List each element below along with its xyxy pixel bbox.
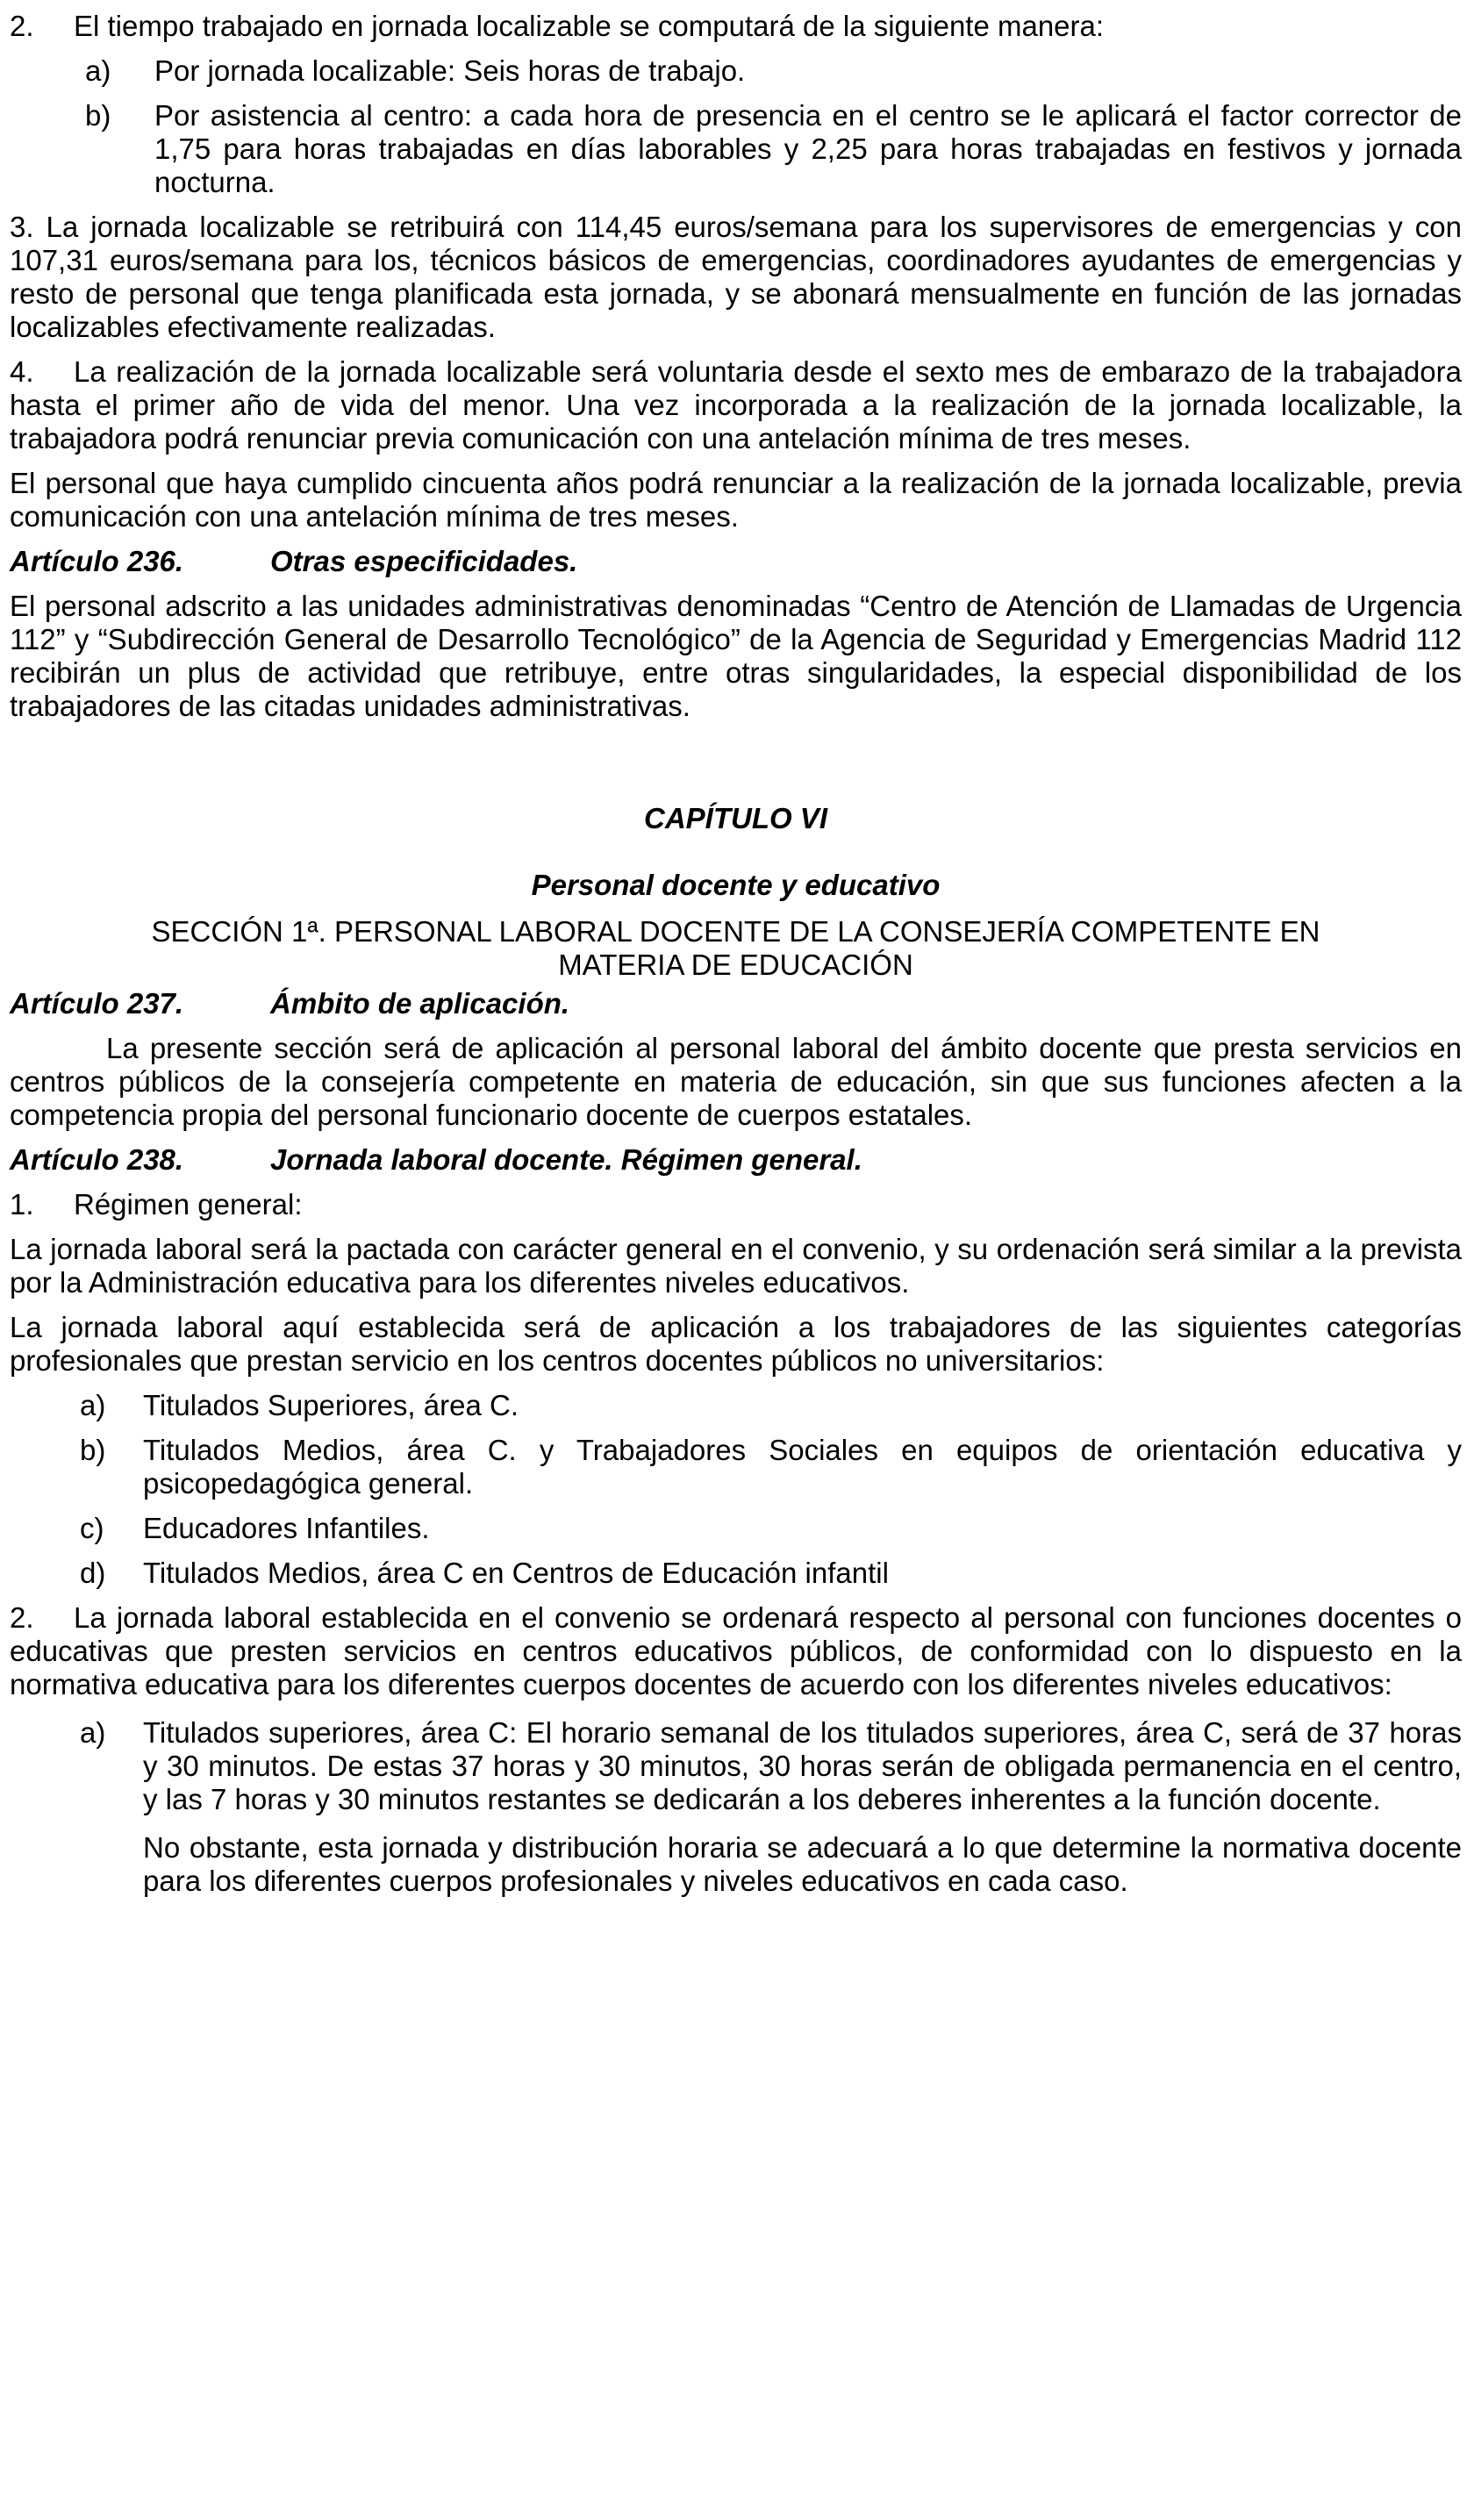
paragraph-2 <box>10 10 1462 43</box>
section-heading <box>10 915 1462 982</box>
list-text: Titulados superiores, área C: El horario semanal de los titulados superiores, área C, será de 37 horas y 30 minutos. De estas 37 horas y 30 minutos, 30 horas serán de obligada permanencia en el centro, y las 7 horas y 30 minutos restantes se dedicarán a los deberes inherentes a la función docente. <box>143 1716 1462 1815</box>
list-label: a) <box>80 1389 106 1421</box>
list-item <box>10 1389 1462 1422</box>
list-text: Por asistencia al centro: a cada hora de presencia en el centro se le aplicará el factor corrector de 1,75 para horas trabajadas en días laborables y 2,25 para horas trabajadas en festivos y jornada nocturna. <box>154 99 1462 198</box>
paragraph-text: La jornada laboral establecida en el convenio se ordenará respecto al personal con funciones docentes o educativas que presten servicios en centros educativos públicos, de conformidad con lo dispuesto en la normativa educativa para los diferentes cuerpos docentes de acuerdo con los diferentes niveles educativos: <box>10 1601 1462 1700</box>
list-item <box>10 1557 1462 1590</box>
section-heading-line-1: SECCIÓN 1ª. PERSONAL LABORAL DOCENTE DE LA CONSEJERÍA COMPETENTE EN <box>151 915 1320 948</box>
list-text: Educadores Infantiles. <box>143 1512 430 1544</box>
article-237-heading <box>10 987 1462 1020</box>
list-item <box>10 54 1462 88</box>
document-page <box>10 10 1462 1898</box>
article-number: Artículo 236. <box>10 545 184 577</box>
article-title: Jornada laboral docente. Régimen general. <box>270 1143 862 1176</box>
paragraph-text: Régimen general: <box>74 1188 303 1221</box>
article-number: Artículo 237. <box>10 987 184 1020</box>
list-text: Titulados Medios, área C. y Trabajadores Sociales en equipos de orientación educativa y psicopedagógica general. <box>143 1434 1462 1500</box>
paragraph-3: 3. La jornada localizable se retribuirá con 114,45 euros/semana para los supervisores de emergencias y con 107,31 euros/semana para los, técnicos básicos de emergencias, coordinadores ayudantes de emergencias y resto de personal que tenga planificada esta jornada, y se abonará mensualmente en función de las jornadas localizables efectivamente realizadas. <box>10 211 1462 343</box>
article-title: Otras especificidades. <box>270 545 578 577</box>
paragraph-4 <box>10 355 1462 455</box>
article-title: Ámbito de aplicación. <box>270 987 570 1020</box>
list-item <box>10 1434 1462 1500</box>
list-text: No obstante, esta jornada y distribución horaria se adecuará a lo que determine la normativa docente para los diferentes cuerpos profesionales y niveles educativos en cada caso. <box>143 1831 1462 1897</box>
paragraph-number: 2. <box>10 1601 34 1634</box>
paragraph-number: 1. <box>10 1188 34 1221</box>
paragraph-text: El tiempo trabajado en jornada localizable se computará de la siguiente manera: <box>74 10 1105 42</box>
regimen-1 <box>10 1188 1462 1221</box>
regimen-1-paragraph-2: La jornada laboral aquí establecida será de aplicación a los trabajadores de las siguientes categorías profesionales que prestan servicio en los centros docentes públicos no universitarios: <box>10 1311 1462 1377</box>
list-label: c) <box>80 1512 104 1544</box>
list-label: b) <box>80 1434 106 1466</box>
list-text: Por jornada localizable: Seis horas de trabajo. <box>154 54 746 87</box>
list-item <box>10 1512 1462 1545</box>
list-label: a) <box>85 54 111 87</box>
paragraph-number: 4. <box>10 355 34 388</box>
paragraph-number: 2. <box>10 10 34 42</box>
list-item-continuation <box>10 1831 1462 1898</box>
article-238-heading <box>10 1143 1462 1177</box>
paragraph-5: El personal que haya cumplido cincuenta años podrá renunciar a la realización de la jornada localizable, previa comunicación con una antelación mínima de tres meses. <box>10 467 1462 533</box>
paragraph-text: La realización de la jornada localizable será voluntaria desde el sexto mes de embarazo de la trabajadora hasta el primer año de vida del menor. Una vez incorporada a la realización de la jornada localizable, la trabajadora podrá renunciar previa comunicación con una antelación mínima de tres meses. <box>10 355 1462 455</box>
article-number: Artículo 238. <box>10 1143 184 1176</box>
section-heading-line-2: MATERIA DE EDUCACIÓN <box>558 949 913 981</box>
article-237-text: La presente sección será de aplicación al personal laboral del ámbito docente que presta servicios en centros públicos de la consejería competente en materia de educación, sin que sus funciones afecten a la competencia propia del personal funcionario docente de cuerpos estatales. <box>10 1032 1462 1131</box>
list-label: b) <box>85 99 111 132</box>
list-text: Titulados Medios, área C en Centros de Educación infantil <box>143 1557 889 1589</box>
regimen-2 <box>10 1601 1462 1701</box>
article-236-heading <box>10 545 1462 578</box>
regimen-1-paragraph-1: La jornada laboral será la pactada con carácter general en el convenio, y su ordenación será similar a la prevista por la Administración educativa para los diferentes niveles educativos. <box>10 1233 1462 1299</box>
list-label: a) <box>80 1716 106 1749</box>
list-item <box>10 99 1462 199</box>
list-text: Titulados Superiores, área C. <box>143 1389 519 1421</box>
list-item <box>10 1716 1462 1816</box>
list-label: d) <box>80 1557 106 1589</box>
chapter-title: Personal docente y educativo <box>531 869 941 901</box>
article-236-text: El personal adscrito a las unidades administrativas denominadas “Centro de Atención de Llamadas de Urgencia 112” y “Subdirección General de Desarrollo Tecnológico” de la Agencia de Seguridad y Emergencias Madrid 112 recibirán un plus de actividad que retribuye, entre otras singularidades, la especial disponibilidad de los trabajadores de las citadas unidades administrativas. <box>10 590 1462 722</box>
chapter-heading: CAPÍTULO VI <box>643 802 827 834</box>
